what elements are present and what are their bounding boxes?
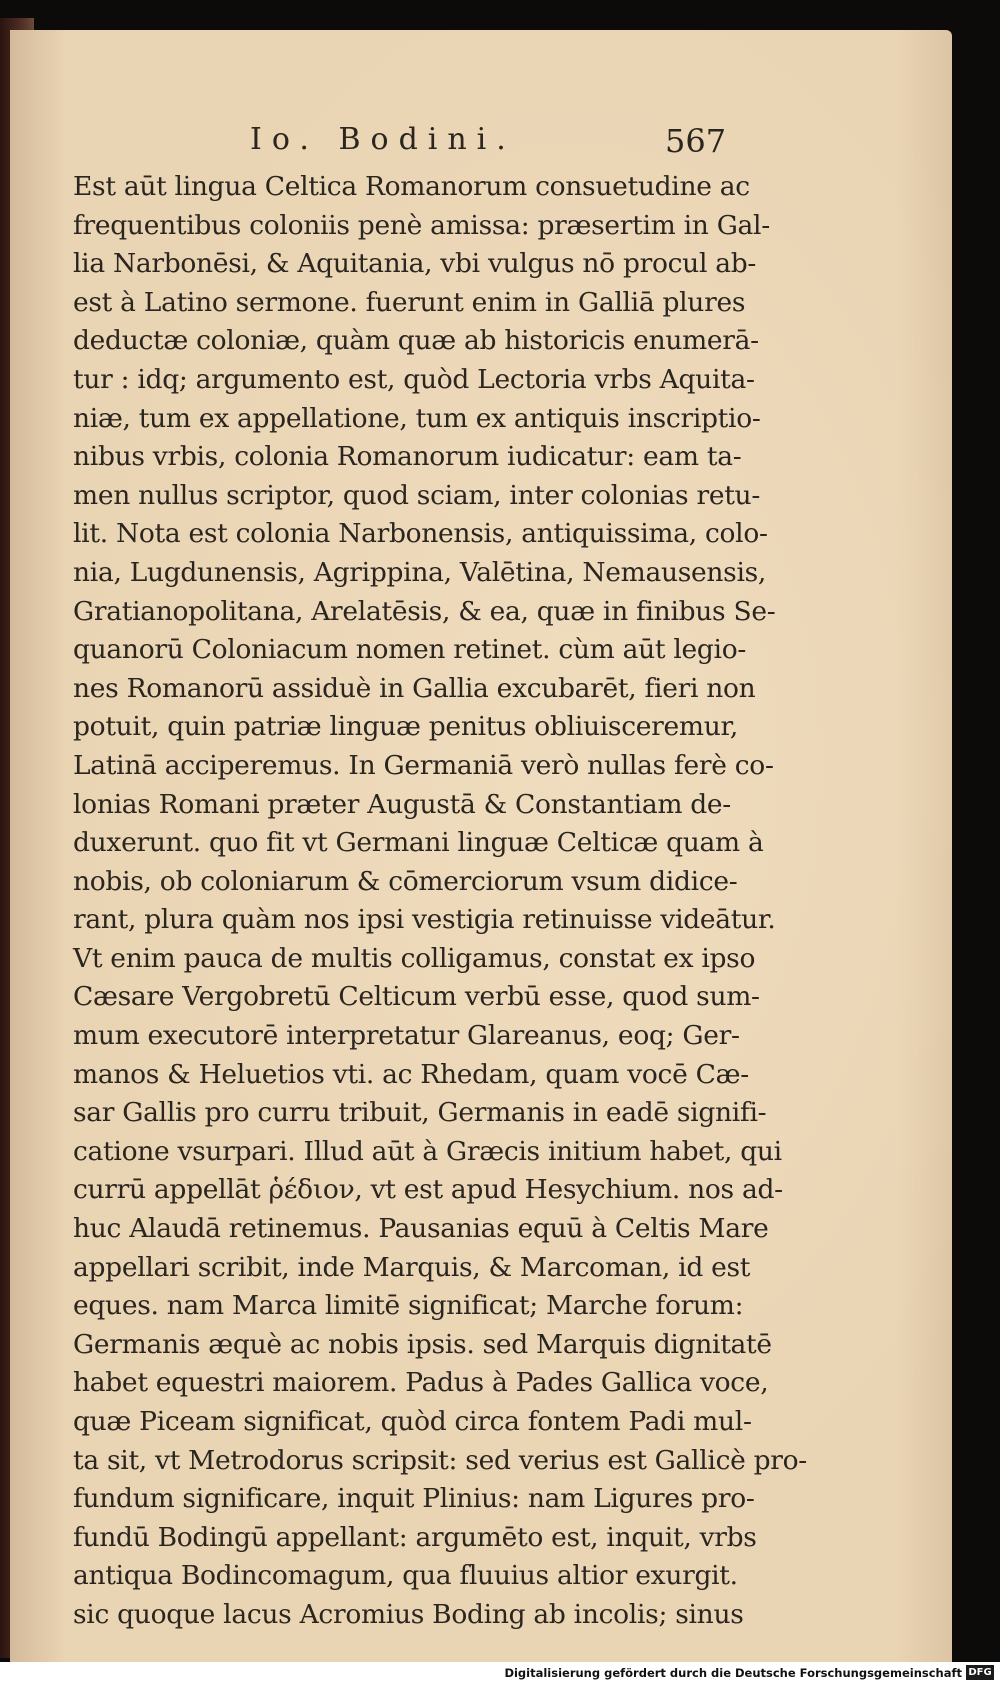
text-line: tur : idq; argumento est, quòd Lectoria vrbs Aquita- [73,363,755,395]
text-line: fundū Bodingū appellant: argumēto est, inquit, vrbs [73,1521,757,1553]
book-page [10,30,952,1662]
text-line: niæ, tum ex appellatione, tum ex antiquis inscriptio- [73,402,761,434]
text-line: nes Romanorū assiduè in Gallia excubarēt, fieri non [73,672,756,704]
footer-bar [0,1662,1000,1685]
text-line: men nullus scriptor, quod sciam, inter colonias retu- [73,479,760,511]
text-line: catione vsurpari. Illud aūt à Græcis initium habet, qui [73,1135,782,1167]
text-line: quanorū Coloniacum nomen retinet. cùm aūt legio- [73,634,747,666]
text-line: Est aūt lingua Celtica Romanorum consuetudine ac [73,171,750,202]
text-line: ta sit, vt Metrodorus scripsit: sed verius est Gallicè pro- [73,1444,807,1476]
text-line: fundum significare, inquit Plinius: nam Ligures pro- [73,1483,755,1515]
text-line: antiqua Bodincomagum, qua fluuius altior exurgit. [73,1560,738,1592]
text-line: deductæ coloniæ, quàm quæ ab historicis enumerā- [73,325,759,357]
text-line: Cæsare Vergobretū Celticum verbū esse, quod sum- [73,981,760,1013]
text-line: lia Narbonēsi, & Aquitania, vbi vulgus nō procul ab- [73,248,757,280]
text-line: habet equestri maiorem. Padus à Pades Gallica voce, [73,1367,769,1399]
text-line: sic quoque lacus Acromius Boding ab incolis; sinus [73,1598,744,1630]
text-line: est à Latino sermone. fuerunt enim in Galliā plures [73,286,746,318]
running-head [10,122,952,162]
text-line: quæ Piceam significat, quòd circa fontem Padi mul- [73,1406,752,1437]
running-head-title: Io. Bodini. [250,122,516,157]
dfg-logo: DFG [966,1665,994,1680]
text-line: rant, plura quàm nos ipsi vestigia retinuisse videātur. [73,904,776,936]
text-line: sar Gallis pro curru tribuit, Germanis in eadē signifi- [73,1097,767,1129]
text-line: nibus vrbis, colonia Romanorum iudicatur: eam ta- [73,441,742,473]
page-number: 567 [665,122,727,160]
text-line: lit. Nota est colonia Narbonensis, antiquissima, colo- [73,518,768,550]
funding-credit: Digitalisierung gefördert durch die Deutsche Forschungsgemeinschaft [504,1666,962,1680]
text-line: lonias Romani præter Augustā & Constantiam de- [73,788,731,820]
text-line: potuit, quin patriæ linguæ penitus obliuisceremur, [73,711,739,743]
text-line: Latinā acciperemus. In Germaniā verò nullas ferè co- [73,749,774,781]
text-line: currū appellāt ῥέδιον, vt est apud Hesychium. nos ad- [73,1174,783,1206]
text-line: manos & Heluetios vti. ac Rhedam, quam vocē Cæ- [73,1058,749,1090]
text-line: frequentibus coloniis penè amissa: præsertim in Gal- [73,209,770,241]
text-line: nobis, ob coloniarum & cōmerciorum vsum didice- [73,865,738,897]
text-line: nia, Lugdunensis, Agrippina, Valētina, Nemausensis, [73,556,767,588]
text-line: duxerunt. quo fit vt Germani linguæ Celticæ quam à [73,827,764,859]
text-line: Germanis æquè ac nobis ipsis. sed Marquis dignitatē [73,1328,772,1360]
body-text [73,168,807,1635]
text-line: appellari scribit, inde Marquis, & Marcoman, id est [73,1251,751,1283]
text-line: Vt enim pauca de multis colligamus, constat ex ipso [73,942,756,974]
text-line: huc Alaudā retinemus. Pausanias equū à Celtis Mare [73,1213,769,1245]
text-line: mum executorē interpretatur Glareanus, eoq; Ger- [73,1020,740,1052]
text-line: eques. nam Marca limitē significat; Marche forum: [73,1290,744,1322]
text-line: Gratianopolitana, Arelatēsis, & ea, quæ in finibus Se- [73,595,776,627]
